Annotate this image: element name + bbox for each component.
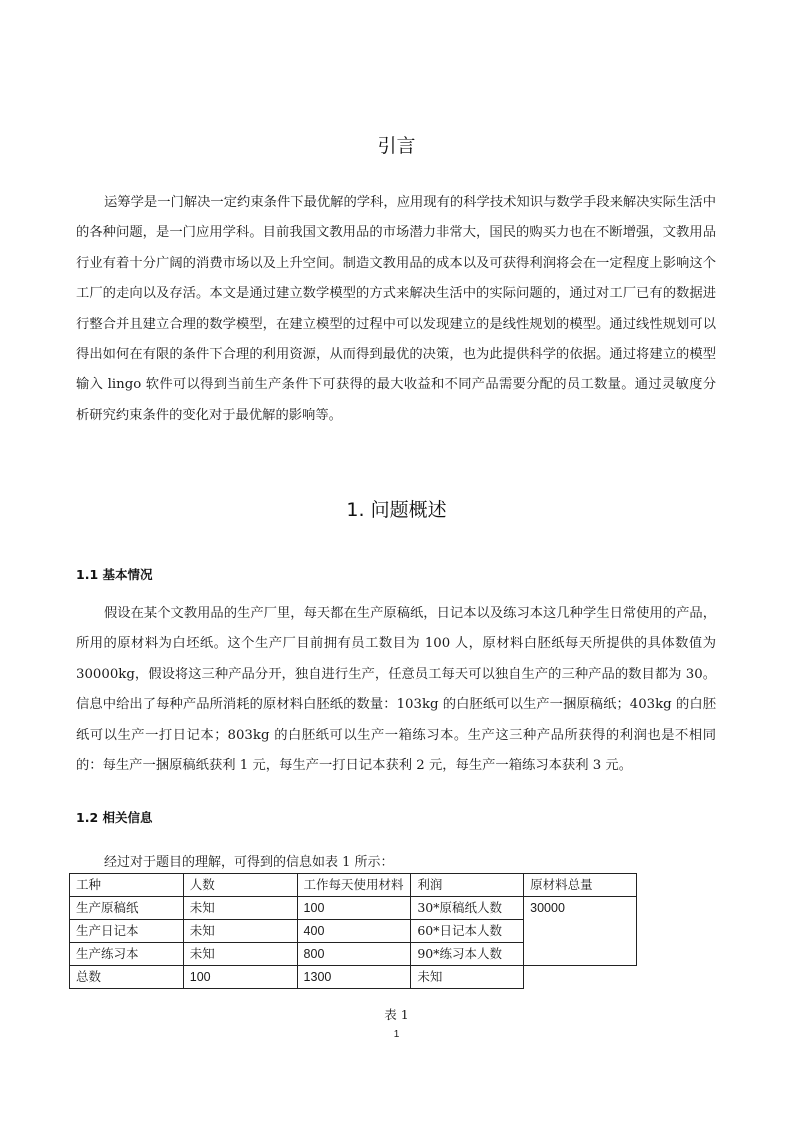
table-cell: 30*原稿纸人数 — [411, 897, 524, 920]
table-row — [70, 966, 637, 989]
table-header-cell: 人数 — [183, 874, 297, 897]
page-number: 1 — [393, 1029, 400, 1040]
table-cell: 未知 — [183, 943, 297, 966]
intro-title: 引言 — [377, 135, 416, 157]
table-cell: 生产练习本 — [70, 943, 184, 966]
table-cell: 100 — [297, 897, 411, 920]
intro-paragraph: 运筹学是一门解决一定约束条件下最优解的学科，应用现有的科学技术知识与数学手段来解决实际生活中的各种问题，是一门应用学科。目前我国文教用品的市场潜力非常大，国民的购买力也在不断增强，文教用品行业有着十分广阔的消费市场以及上升空间。制造文教用品的成本以及可获得利润将会在一定程度上影响这个工厂的走向以及存活。本文是通过建立数学模型的方式来解决生活中的实际问题的，通过对工厂已有的数据进行整合并且建立合理的数学模型，在建立模型的过程中可以发现建立的是线性规划的模型。通过线性规划可以得出如何在有限的条件下合理的利用资源，从而得到最优的决策，也为此提供科学的依据。通过将建立的模型输入 lingo 软件可以得到当前生产条件下可获得的最大收益和不同产品需要分配的员工数量。通过灵敏度分析研究约束条件的变化对于最优解的影响等。 — [76, 195, 716, 423]
table-header-cell: 工作每天使用材料 — [297, 874, 411, 897]
table-cell: 未知 — [183, 897, 297, 920]
table-row — [70, 897, 637, 920]
table-header-cell: 利润 — [411, 874, 524, 897]
table-caption: 表 1 — [384, 1007, 409, 1022]
subsection-1-1-paragraph: 假设在某个文教用品的生产厂里，每天都在生产原稿纸，日记本以及练习本这几种学生日常使用的产品，所用的原材料为白坯纸。这个生产厂目前拥有员工数目为 100 人，原材料白胚纸每天所提供的具体数值为 30000kg，假设将这三种产品分开，独自进行生产，任意员工每天可以独自生产的三种产品的数目都为 30。信息中给出了每种产品所消耗的原材料白胚纸的数量：103kg 的白胚纸可以生产一捆原稿纸；403kg 的白胚纸可以生产一打日记本；803kg 的白胚纸可以生产一箱练习本。生产这三种产品所获得的利润也是不相同的：每生产一捆原稿纸获利 1 元，每生产一打日记本获利 2 元，每生产一箱练习本获利 3 元。 — [76, 606, 716, 774]
table-cell: 90*练习本人数 — [411, 943, 524, 966]
table-header-cell: 原材料总量 — [524, 874, 637, 897]
table-cell: 生产日记本 — [70, 920, 184, 943]
table-cell: 生产原稿纸 — [70, 897, 184, 920]
table-cell: 未知 — [183, 920, 297, 943]
table-cell: 1300 — [297, 966, 411, 989]
table-cell: 100 — [183, 966, 297, 989]
subsection-1-2-heading: 1.2 相关信息 — [76, 810, 153, 825]
subsection-1-1-heading: 1.1 基本情况 — [76, 567, 153, 582]
table-cell: 总数 — [70, 966, 184, 989]
table-cell: 400 — [297, 920, 411, 943]
info-table — [69, 873, 637, 989]
material-total-cell: 30000 — [524, 897, 637, 966]
table-header-row — [70, 874, 637, 897]
table-intro-text: 经过对于题目的理解，可得到的信息如表 1 所示： — [104, 855, 394, 870]
table-cell: 60*日记本人数 — [411, 920, 524, 943]
section-1-title: 1. 问题概述 — [346, 499, 447, 521]
table-cell: 未知 — [411, 966, 524, 989]
table-cell: 800 — [297, 943, 411, 966]
table-header-cell: 工种 — [70, 874, 184, 897]
